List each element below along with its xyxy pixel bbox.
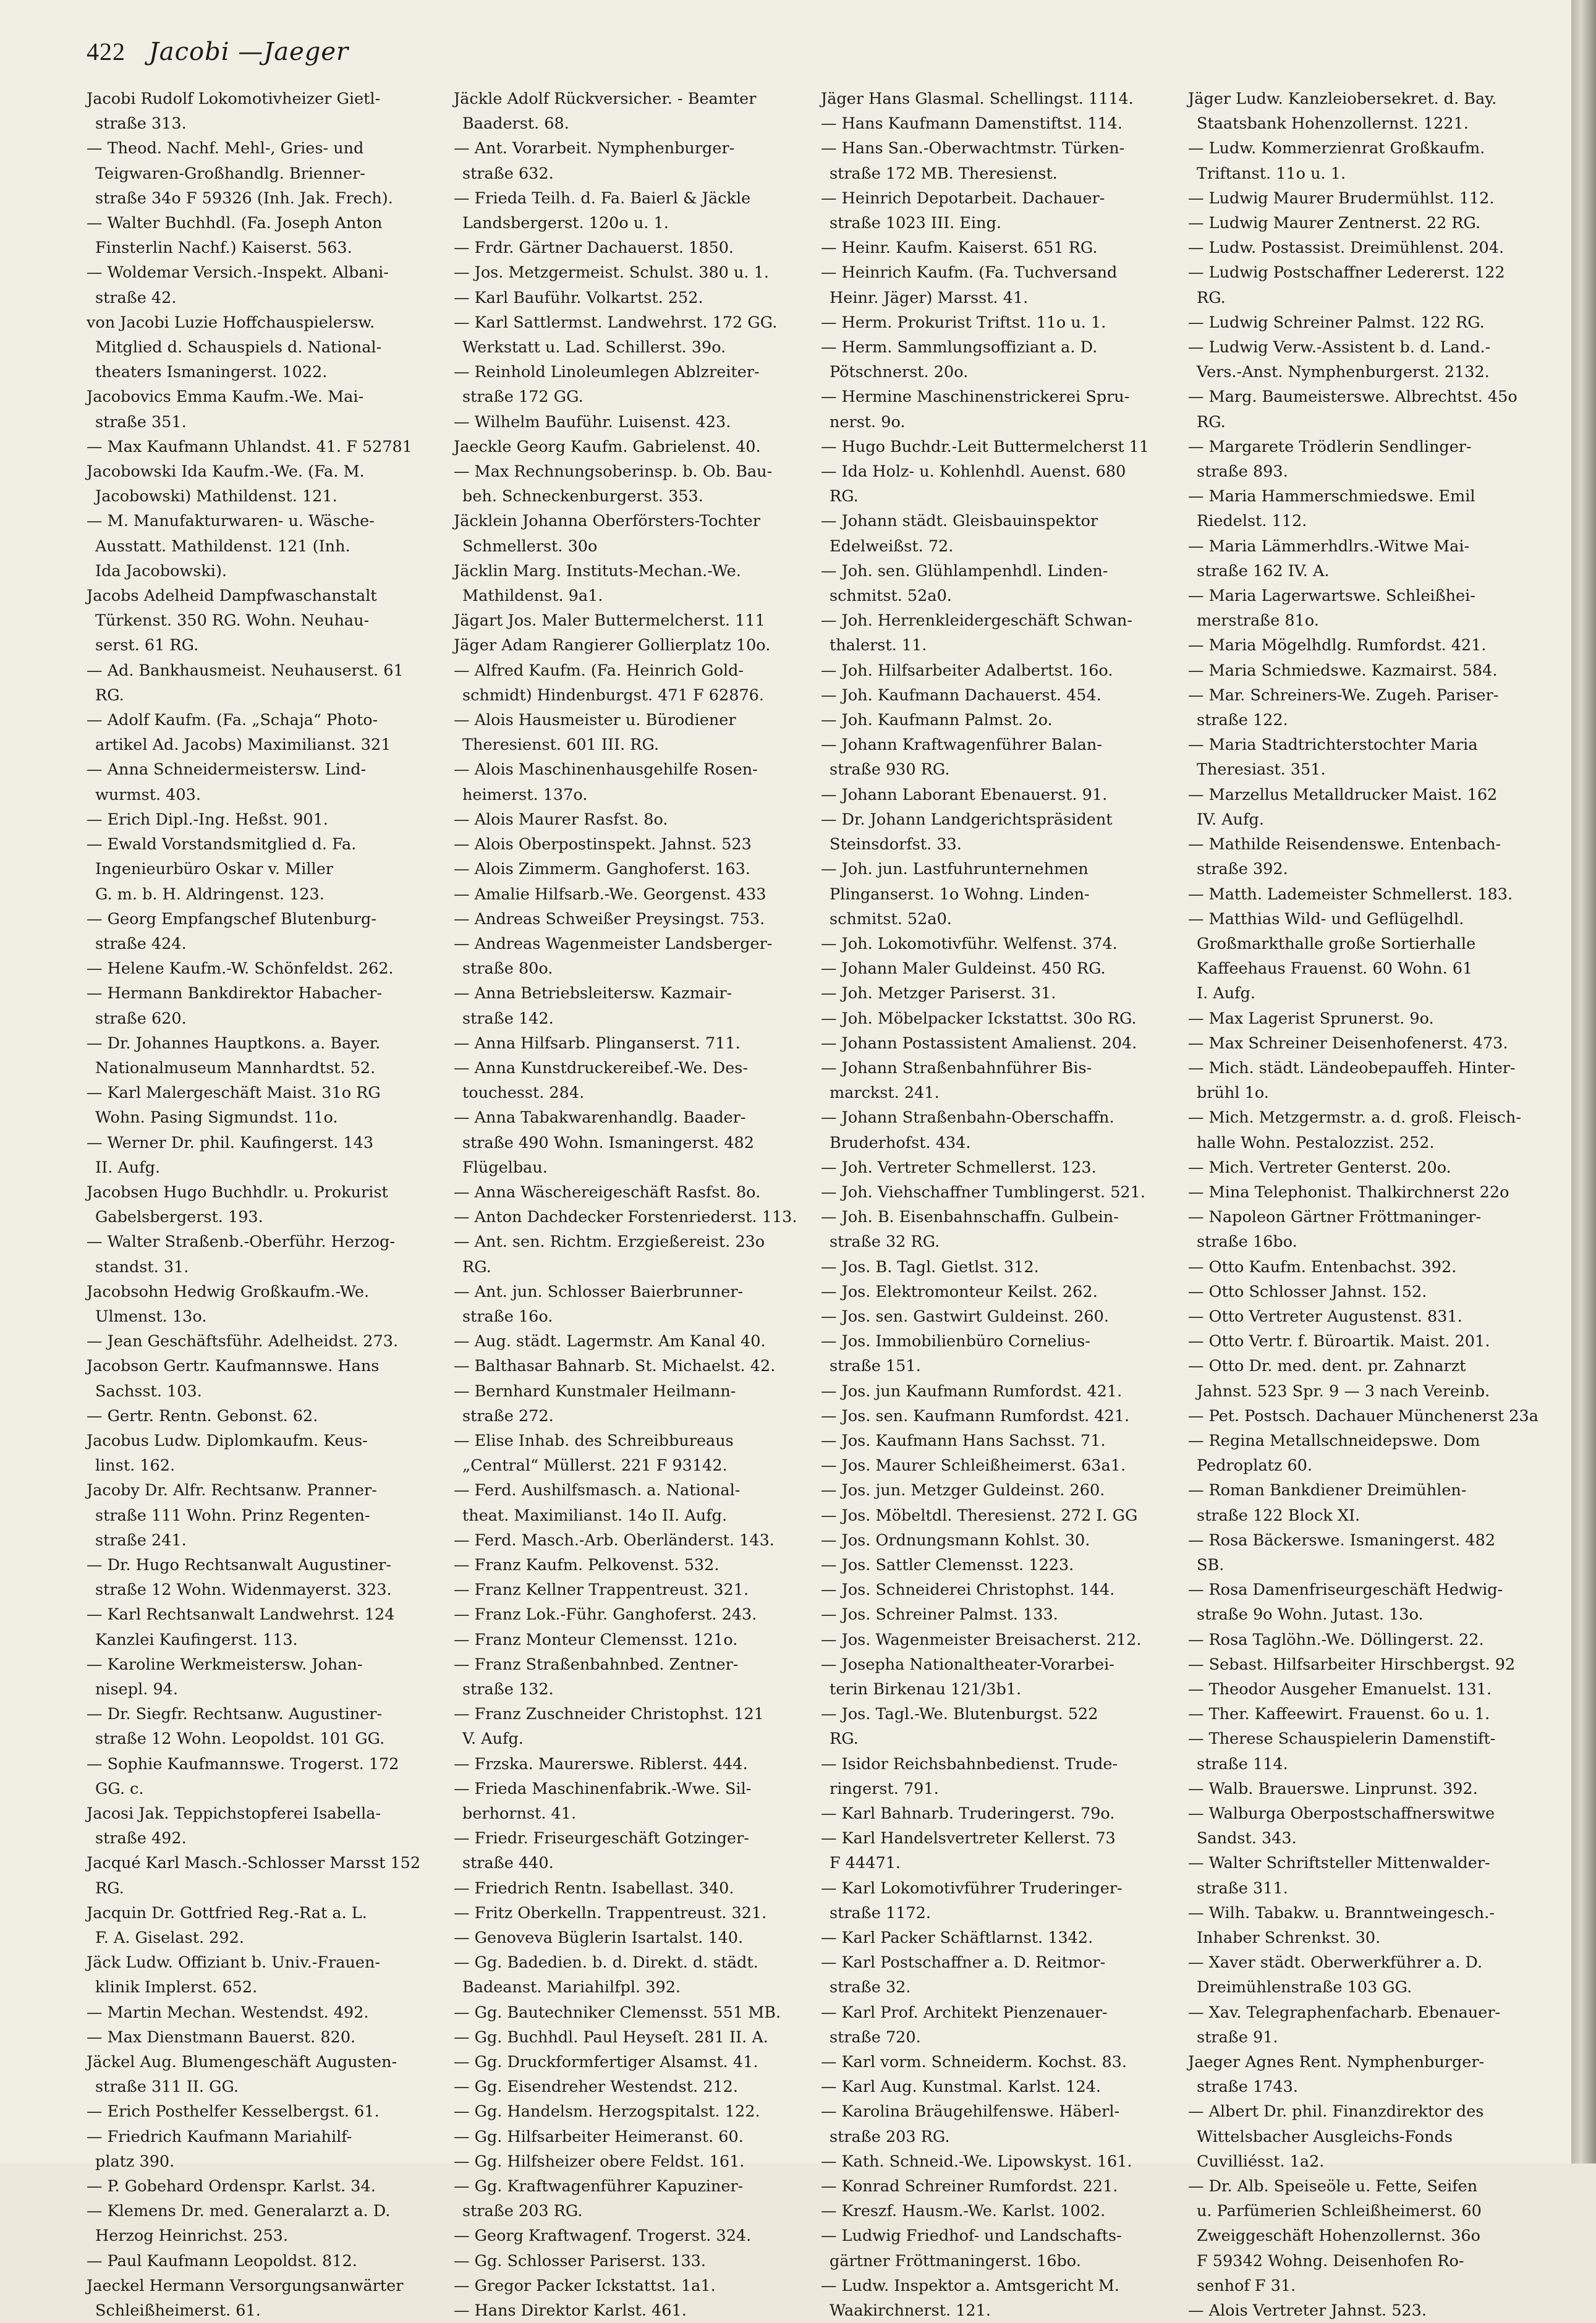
directory-entry: — Maria Hammerschmiedswe. Emil Riedelst. 112. (1188, 487, 1475, 531)
directory-entry: — Heinrich Depotarbeit. Dachauer- straße 1023 III. Eing. (821, 189, 1105, 233)
directory-entry: — Jos. Metzgermeist. Schulst. 380 u. 1. (454, 263, 769, 282)
directory-entry: — Franz Zuschneider Christophst. 121 V. Aufg. (454, 1705, 764, 1749)
directory-entry: — Joh. Kaufmann Dachauerst. 454. (821, 686, 1101, 705)
page-number: 422 (87, 38, 125, 66)
directory-entry: — Jean Geschäftsführ. Adelheidst. 273. (87, 1332, 399, 1351)
directory-entry: — Ludwig Schreiner Palmst. 122 RG. (1188, 313, 1485, 332)
directory-entry: Jacquin Dr. Gottfried Reg.-Rat a. L. F. A. Giselast. 292. (87, 1903, 367, 1948)
directory-entry: — Max Dienstmann Bauerst. 820. (87, 2028, 356, 2047)
directory-entry: — Anton Dachdecker Forstenriederst. 113. (454, 1208, 797, 1227)
directory-entry: — Jos. B. Tagl. Gietlst. 312. (821, 1257, 1039, 1276)
column-3 (821, 87, 1177, 2323)
directory-entry: — Maria Lämmerhdlrs.-Witwe Mai- straße 162 IV. A. (1188, 537, 1470, 580)
directory-entry: — Joh. Herrenkleidergeschäft Schwan- thalerst. 11. (821, 611, 1132, 655)
directory-entry: — Otto Kaufm. Entenbachst. 392. (1188, 1257, 1457, 1276)
directory-entry: — Johann Maler Guldeinst. 450 RG. (821, 959, 1106, 979)
column-1 (87, 87, 443, 2323)
directory-entry: Jacqué Karl Masch.-Schlosser Marsst 152 RG. (87, 1854, 421, 1898)
directory-entry: — Wilh. Tabakw. u. Branntweingesch.- Inhaber Schrenkst. 30. (1188, 1903, 1495, 1948)
directory-entry: — Ida Holz- u. Kohlenhdl. Auenst. 680 RG. (821, 462, 1126, 506)
directory-entry: — M. Manufakturwaren- u. Wäsche- Ausstatt. Mathildenst. 121 (Inh. Ida Jacobowski). (87, 512, 375, 580)
directory-entry: — Theod. Nachf. Mehl-, Gries- und Teigwaren-Großhandlg. Brienner- straße 34o F 59326 (Inh. Jak. Frech). (87, 139, 393, 208)
directory-entry: — Jos. Möbeltdl. Theresienst. 272 I. GG (821, 1506, 1138, 1525)
directory-entry: — Anna Tabakwarenhandlg. Baader- straße 490 Wohn. Ismaningerst. 482 Flügelbau. (454, 1108, 754, 1177)
directory-entry: — Jos. sen. Kaufmann Rumfordst. 421. (821, 1406, 1130, 1425)
directory-entry: — Jos. Ordnungsmann Kohlst. 30. (821, 1531, 1090, 1550)
column-4 (1188, 87, 1544, 2323)
directory-entry: — Friedrich Kaufmann Mariahilf- platz 390. (87, 2127, 352, 2171)
directory-entry: — Kreszf. Hausm.-We. Karlst. 1002. (821, 2202, 1106, 2221)
directory-entry: — Matthias Wild- und Geflügelhdl. Großmarkthalle große Sortierhalle Kaffeehaus Frauenst. 60 Wohn. 61 I. Aufg. (1188, 909, 1476, 1003)
directory-entry: — Franz Monteur Clemensst. 121o. (454, 1630, 738, 1649)
directory-entry: — Aug. städt. Lagermstr. Am Kanal 40. (454, 1332, 766, 1351)
directory-entry: — Kath. Schneid.-We. Lipowskyst. 161. (821, 2152, 1132, 2171)
directory-entry: — Erich Posthelfer Kesselbergst. 61. (87, 2102, 380, 2121)
directory-entry: — Alfred Kaufm. (Fa. Heinrich Gold- schmidt) Hindenburgst. 471 F 62876. (454, 661, 765, 705)
directory-entry: — Karl Bahnarb. Truderingerst. 79o. (821, 1804, 1115, 1824)
directory-entry: — Albert Dr. phil. Finanzdirektor des Wittelsbacher Ausgleichs-Fonds Cuvilliésst. 1a2. (1188, 2102, 1484, 2171)
directory-entry: — Xav. Telegraphenfacharb. Ebenauer- straße 91. (1188, 2003, 1501, 2047)
directory-entry: — Jos. Kaufmann Hans Sachsst. 71. (821, 1431, 1106, 1450)
directory-entry: — Ant. jun. Schlosser Baierbrunner- straße 16o. (454, 1282, 744, 1326)
directory-entry: — Friedr. Friseurgeschäft Gotzinger- straße 440. (454, 1829, 749, 1873)
directory-entry: Jacobowski Ida Kaufm.-We. (Fa. M. Jacobowski) Mathildenst. 121. (87, 462, 365, 506)
directory-entry: — Frdr. Gärtner Dachauerst. 1850. (454, 239, 734, 258)
directory-entry: — Hermann Bankdirektor Habacher- straße 620. (87, 984, 382, 1028)
directory-entry: — Sebast. Hilfsarbeiter Hirschbergst. 92 (1188, 1655, 1516, 1674)
directory-entry: — Anna Kunstdruckereibef.-We. Des- touchesst. 284. (454, 1058, 748, 1103)
directory-entry: — Klemens Dr. med. Generalarzt a. D. Herzog Heinrichst. 253. (87, 2202, 391, 2246)
directory-entry: — Maria Stadtrichterstochter Maria Theresiast. 351. (1188, 736, 1478, 779)
directory-entry: — Jos. jun Kaufmann Rumfordst. 421. (821, 1382, 1123, 1401)
directory-entry: — Alois Oberpostinspekt. Jahnst. 523 (454, 835, 752, 854)
directory-entry: — Gg. Bautechniker Clemensst. 551 MB. (454, 2003, 781, 2022)
directory-entry: — Gg. Hilfsheizer obere Feldst. 161. (454, 2152, 745, 2171)
directory-entry: — Konrad Schreiner Rumfordst. 221. (821, 2177, 1118, 2196)
directory-entry: — Ferd. Masch.-Arb. Oberländerst. 143. (454, 1531, 775, 1550)
directory-entry: — Max Lagerist Sprunerst. 9o. (1188, 1009, 1434, 1028)
directory-entry: — Ad. Bankhausmeist. Neuhauserst. 61 RG. (87, 661, 404, 705)
directory-entry: — Karl Prof. Architekt Pienzenauer- straße 720. (821, 2003, 1108, 2047)
directory-entry: — Mar. Schreiners-We. Zugeh. Pariser- straße 122. (1188, 686, 1499, 730)
directory-entry: — Ludw. Inspektor a. Amtsgericht M. Waakirchnerst. 121. (821, 2276, 1120, 2321)
directory-entry: — Gertr. Rentn. Gebonst. 62. (87, 1406, 318, 1425)
directory-entry: — Friedrich Rentn. Isabellast. 340. (454, 1879, 734, 1898)
directory-entry: — Ludwig Postschaffner Ledererst. 122 RG. (1188, 263, 1505, 307)
directory-entry: — Gregor Packer Ickstattst. 1a1. (454, 2276, 716, 2295)
directory-entry: — Mina Telephonist. Thalkirchnerst 22o (1188, 1183, 1509, 1202)
directory-entry: Jacobi Rudolf Lokomotivheizer Gietl- straße 313. (87, 90, 381, 134)
directory-entry: — Amalie Hilfsarb.-We. Georgenst. 433 (454, 885, 766, 904)
directory-entry: — Xaver städt. Oberwerkführer a. D. Dreimühlenstraße 103 GG. (1188, 1953, 1483, 1997)
directory-entry: — Herm. Sammlungsoffiziant a. D. Pötschnerst. 20o. (821, 338, 1098, 382)
directory-entry: Jaeger Agnes Rent. Nymphenburger- straße 1743. (1188, 2053, 1485, 2097)
directory-entry: — Theodor Ausgeher Emanuelst. 131. (1188, 1680, 1492, 1699)
directory-entry: — Jos. Sattler Clemensst. 1223. (821, 1555, 1074, 1574)
directory-entry: — Joh. B. Eisenbahnschaffn. Gulbein- straße 32 RG. (821, 1208, 1119, 1252)
directory-entry: — Ant. Vorarbeit. Nymphenburger- straße 632. (454, 139, 735, 183)
directory-entry: — Frieda Maschinenfabrik.-Wwe. Sil- berhornst. 41. (454, 1779, 752, 1824)
directory-entry: Jaeckle Georg Kaufm. Gabrielenst. 40. (454, 437, 761, 456)
directory-entry: — Gg. Kraftwagenführer Kapuziner- straße 203 RG. (454, 2177, 744, 2221)
directory-entry: — Karolina Bräugehilfenswe. Häberl- straße 203 RG. (821, 2102, 1120, 2146)
directory-entry: — Walburga Oberpostschaffnerswitwe Sandst. 343. (1188, 1804, 1495, 1848)
directory-entry: — Johann städt. Gleisbauinspektor Edelweißst. 72. (821, 512, 1098, 556)
directory-entry: — Anna Schneidermeistersw. Lind- wurmst. 403. (87, 760, 367, 804)
directory-entry: — Josepha Nationaltheater-Vorarbei- terin Birkenau 121/3b1. (821, 1655, 1114, 1699)
directory-entry: Jacobsohn Hedwig Großkaufm.-We. Ulmenst. 13o. (87, 1282, 370, 1326)
page-header (87, 37, 349, 66)
directory-entry: — Karl Sattlermst. Landwehrst. 172 GG. Werkstatt u. Lad. Schillerst. 39o. (454, 313, 778, 357)
directory-entry: — Gg. Schlosser Pariserst. 133. (454, 2251, 706, 2270)
directory-entry: — Andreas Wagenmeister Landsberger- straße 80o. (454, 934, 773, 979)
book-gutter-edge (1571, 0, 1596, 2164)
directory-entry: — Ant. sen. Richtm. Erzgießereist. 23o RG. (454, 1233, 765, 1276)
directory-entry: Jacosi Jak. Teppichstopferei Isabella- straße 492. (87, 1804, 381, 1848)
directory-entry: — Regina Metallschneidерswe. Dom Pedroplatz 60. (1188, 1431, 1480, 1476)
directory-entry: — Hans San.-Oberwachtmstr. Türken- straße 172 MB. Theresienst. (821, 139, 1125, 183)
directory-entry: Jäckle Adolf Rückversicher. - Beamter Baaderst. 68. (454, 90, 757, 134)
directory-entry: — Mich. Metzgermstr. a. d. groß. Fleisch- halle Wohn. Pestalozzist. 252. (1188, 1108, 1521, 1152)
directory-entry: — Karoline Werkmeistersw. Johan- nisepl. 94. (87, 1655, 363, 1699)
directory-entry: — Joh. sen. Glühlampenhdl. Linden- schmitst. 52a0. (821, 561, 1108, 606)
directory-entry: — Heinrich Kaufm. (Fa. Tuchversand Heinr. Jäger) Marsst. 41. (821, 263, 1118, 307)
directory-entry: — Alois Maschinenhausgehilfe Rosen- heimerst. 137o. (454, 760, 758, 804)
directory-entry: — Joh. Möbelpacker Ickstattst. 30o RG. (821, 1009, 1137, 1028)
directory-entry: — Walter Schriftsteller Mittenwalder- straße 311. (1188, 1854, 1490, 1898)
directory-entry: Jägart Jos. Maler Buttermelcherst. 111 (454, 611, 765, 631)
directory-entry: — Therese Schauspielerin Damenstift- straße 114. (1188, 1730, 1496, 1773)
directory-entry: — Franz Kaufm. Pelkovenst. 532. (454, 1555, 719, 1574)
directory-entry: Jäcklin Marg. Instituts-Mechan.-We. Mathildenst. 9a1. (454, 561, 741, 606)
directory-entry: — Gg. Badedien. b. d. Direkt. d. städt. Badeanst. Mariahilfpl. 392. (454, 1953, 758, 1997)
directory-entry: — Johann Straßenbahnführer Bis- marckst. 241. (821, 1058, 1092, 1103)
directory-entry: — Jos. Elektromonteur Keilst. 262. (821, 1282, 1098, 1301)
directory-entry: — Matth. Lademeister Schmellerst. 183. (1188, 885, 1513, 904)
directory-entry: — Georg Kraftwagenf. Trogerst. 324. (454, 2227, 752, 2246)
directory-entry: — Reinhold Linoleumlegen Ablzreiter- straße 172 GG. (454, 363, 760, 407)
directory-entry: — Ewald Vorstandsmitglied d. Fa. Ingenieurbüro Oskar v. Miller G. m. b. H. Aldringenst. 123. (87, 835, 357, 904)
directory-entry: Jacobovics Emma Kaufm.-We. Mai- straße 351. (87, 388, 364, 431)
directory-entry: — Anna Hilfsarb. Plinganserst. 711. (454, 1034, 741, 1053)
directory-entry: — Ludwig Verw.-Assistent b. d. Land.- Vers.-Anst. Nymphenburgerst. 2132. (1188, 338, 1491, 382)
directory-entry: — Johann Postassistent Amalienst. 204. (821, 1034, 1137, 1053)
directory-entry: Jäger Hans Glasmal. Schellingst. 1114. (821, 90, 1134, 108)
directory-entry: — Alois Hausmeister u. Bürodiener Theresienst. 601 III. RG. (454, 711, 736, 755)
directory-entry: — Werner Dr. phil. Kaufingerst. 143 II. Aufg. (87, 1133, 374, 1177)
directory-entry: — Napoleon Gärtner Fröttmaninger- straße 16bo. (1188, 1208, 1482, 1252)
directory-entry: — Hans Direktor Karlst. 461. (454, 2301, 687, 2321)
directory-entry: Jäckel Aug. Blumengeschäft Augusten- straße 311 II. GG. (87, 2053, 397, 2097)
directory-entry: — Otto Vertr. f. Büroartik. Maist. 201. (1188, 1332, 1490, 1351)
directory-entry: — Joh. Lokomotivführ. Welfenst. 374. (821, 934, 1118, 953)
directory-entry: — Johann Kraftwagenführer Balan- straße 930 RG. (821, 736, 1102, 779)
directory-entry: — Maria Schmiedswe. Kazmairst. 584. (1188, 661, 1498, 680)
directory-entry: — Joh. Kaufmann Palmst. 2o. (821, 711, 1053, 730)
directory-entry: — Ludwig Maurer Zentnerst. 22 RG. (1188, 214, 1481, 233)
directory-entry: — Alois Maurer Rasfst. 8o. (454, 810, 668, 829)
directory-entry: — Joh. jun. Lastfuhrunternehmen Plinganserst. 1o Wohng. Linden- schmitst. 52a0. (821, 860, 1090, 928)
directory-entry: — Karl Postschaffner a. D. Reitmor- straße 32. (821, 1953, 1106, 1997)
directory-entry: — Karl Bauführ. Volkartst. 252. (454, 288, 703, 307)
directory-entry: — Ther. Kaffeewirt. Frauenst. 6o u. 1. (1188, 1705, 1490, 1724)
directory-entry: — Johann Straßenbahn-Oberschaffn. Bruderhofst. 434. (821, 1108, 1114, 1152)
running-head: Jacobi —Jaeger (148, 38, 349, 66)
directory-entry: — Pet. Postsch. Dachauer Münchenerst 23a (1188, 1406, 1539, 1425)
directory-entry: — Karl Handelsvertreter Kellerst. 73 F 44471. (821, 1829, 1116, 1873)
directory-entry: — Johann Laborant Ebenauerst. 91. (821, 785, 1108, 804)
directory-entry: — Ludwig Maurer Brudermühlst. 112. (1188, 189, 1495, 208)
directory-entry: — Woldemar Versich.-Inspekt. Albani- straße 42. (87, 263, 389, 307)
directory-entry: — Jos. Maurer Schleißheimerst. 63a1. (821, 1456, 1126, 1476)
directory-entry: — Joh. Vertreter Schmellerst. 123. (821, 1158, 1097, 1177)
directory-entry: — Walter Straßenb.-Oberführ. Herzog- standst. 31. (87, 1233, 395, 1276)
directory-entry: — Ludw. Kommerzienrat Großkaufm. Triftanst. 11o u. 1. (1188, 139, 1485, 183)
directory-entry: Jacobs Adelheid Dampfwaschanstalt Türkenst. 350 RG. Wohn. Neuhau- serst. 61 RG. (87, 587, 377, 655)
directory-entry: — Maria Mögelhdlg. Rumfordst. 421. (1188, 636, 1487, 655)
directory-entry: — Fritz Oberkelln. Trappentreust. 321. (454, 1903, 767, 1922)
directory-entry: — Genoveva Büglerin Isartalst. 140. (454, 1929, 744, 1948)
directory-entry: — Franz Lok.-Führ. Ganghoferst. 243. (454, 1605, 757, 1624)
directory-entry: — Marzellus Metalldrucker Maist. 162 IV. Aufg. (1188, 785, 1498, 829)
directory-entry: — Mich. städt. Ländeobераuffeh. Hinter- brühl 1o. (1188, 1058, 1516, 1103)
directory-entry: — Jos. jun. Metzger Guldeinst. 260. (821, 1481, 1105, 1500)
directory-entry: — Walter Buchhdl. (Fa. Joseph Anton Finsterlin Nachf.) Kaiserst. 563. (87, 214, 383, 258)
directory-entry: — Ferd. Aushilfsmasch. a. National- theat. Maximilianst. 14o II. Aufg. (454, 1481, 741, 1525)
directory-entry: — Sophie Kaufmannswe. Trogerst. 172 GG. c. (87, 1754, 399, 1798)
directory-entry: — Rosa Bäckerswe. Ismaningerst. 482 SB. (1188, 1531, 1496, 1574)
directory-entry: Jacobsen Hugo Buchhdlr. u. Prokurist Gabelsbergerst. 193. (87, 1183, 388, 1227)
directory-entry: Jäger Adam Rangierer Gollierplatz 10o. (454, 636, 771, 655)
directory-entry: — Max Schreiner Deisenhofenerst. 473. (1188, 1034, 1508, 1053)
directory-entry: — Jos. Immobilienbüro Cornelius- straße 151. (821, 1332, 1090, 1376)
directory-entry: — Heinr. Kaufm. Kaiserst. 651 RG. (821, 239, 1098, 258)
directory-entry: — Joh. Viehschaffner Tumblingerst. 521. (821, 1183, 1145, 1202)
directory-entry: — Marg. Baumeisterswe. Albrechtst. 45o RG. (1188, 388, 1517, 431)
directory-entry: von Jacobi Luzie Hoffchauspielersw. Mitglied d. Schauspiels d. National- theaters Ismaningerst. 1022. (87, 313, 382, 382)
directory-entry: — Max Kaufmann Uhlandst. 41. F 52781 (87, 437, 412, 456)
directory-entry: — Otto Dr. med. dent. pr. Zahnarzt Jahnst. 523 Spr. 9 — 3 nach Vereinb. (1188, 1357, 1490, 1401)
directory-entry: — Karl Rechtsanwalt Landwehrst. 124 Kanzlei Kaufingerst. 113. (87, 1605, 395, 1649)
directory-entry: — Erich Dipl.-Ing. Heßst. 901. (87, 810, 328, 829)
directory-entry: — Jos. sen. Gastwirt Guldeinst. 260. (821, 1307, 1109, 1326)
directory-entry: — Ludw. Postassist. Dreimühlenst. 204. (1188, 239, 1505, 258)
directory-entry: — Jos. Wagenmeister Breisacherst. 212. (821, 1630, 1142, 1649)
directory-entry: — Otto Vertreter Augustenst. 831. (1188, 1307, 1462, 1326)
directory-entry: — Karl Lokomotivführer Truderinger- straße 1172. (821, 1879, 1123, 1922)
directory-entry: — Anna Wäschereigeschäft Rasfst. 8o. (454, 1183, 761, 1202)
directory-entry: Jacobus Ludw. Diplomkaufm. Keus- linst. 162. (87, 1431, 368, 1476)
directory-entry: — Dr. Johannes Hauptkons. a. Bayer. Nationalmuseum Mannhardtst. 52. (87, 1034, 381, 1077)
directory-entry: — Elise Inhab. des Schreibbureaus „Central“ Müllerst. 221 F 93142. (454, 1431, 734, 1476)
directory-entry: — Helene Kaufm.-W. Schönfeldst. 262. (87, 959, 394, 979)
directory-entry: — Georg Empfangschef Blutenburg- straße 424. (87, 909, 376, 953)
directory-entry: — Hans Kaufmann Damenstiftst. 114. (821, 114, 1123, 134)
directory-entry: — Andreas Schweißer Preysingst. 753. (454, 909, 765, 928)
directory-entry: — Adolf Kaufm. (Fa. „Schaja“ Photo- artikel Ad. Jacobs) Maximilianst. 321 (87, 711, 391, 755)
directory-entry: — Otto Schlosser Jahnst. 152. (1188, 1282, 1427, 1301)
directory-entry: — Mich. Vertreter Genterst. 20o. (1188, 1158, 1451, 1177)
directory-entry: — Karl Packer Schäftlarnst. 1342. (821, 1929, 1093, 1948)
column-2 (454, 87, 810, 2323)
directory-entry: — Walb. Brauerswe. Linprunst. 392. (1188, 1779, 1478, 1798)
directory-entry: — Rosa Taglöhn.-We. Döllingerst. 22. (1188, 1630, 1484, 1649)
directory-entry: — Joh. Hilfsarbeiter Adalbertst. 16o. (821, 661, 1113, 680)
directory-entry: — Karl Malergeschäft Maist. 31o RG Wohn. Pasing Sigmundst. 11o. (87, 1084, 381, 1128)
directory-entry: — Max Rechnungsoberinsp. b. Ob. Bau- beh. Schneckenburgerst. 353. (454, 462, 773, 506)
directory-entry: — Hugo Buchdr.-Leit Buttermelcherst 11 (821, 437, 1150, 456)
directory-entry: — Margarete Trödlerin Sendlinger- straße 893. (1188, 437, 1472, 482)
directory-entry: — Isidor Reichsbahnbedienst. Trude- ringerst. 791. (821, 1754, 1118, 1798)
directory-entry: — Wilhelm Bauführ. Luisenst. 423. (454, 412, 731, 431)
directory-entry: — Alois Zimmerm. Ganghoferst. 163. (454, 860, 750, 879)
directory-entry: — Bernhard Kunstmaler Heilmann- straße 272. (454, 1382, 736, 1425)
directory-entry: — Gg. Buchhdl. Paul Heyseſt. 281 II. A. (454, 2028, 768, 2047)
directory-entry: — Dr. Alb. Speiseöle u. Fette, Seifen u. Parfümerien Schleißheimerst. 60 Zweiggeschäft Hohenzollernst. 36o F 59342 Wohng. Deisenhofen Ro- senhof F 31. (1188, 2177, 1482, 2295)
directory-entry: Jäger Ludw. Kanzleiobersekret. d. Bay. Staatsbank Hohenzollernst. 1221. (1188, 90, 1497, 134)
directory-entry: — Dr. Hugo Rechtsanwalt Augustiner- straße 12 Wohn. Widenmayerst. 323. (87, 1555, 392, 1600)
directory-entry: — Franz Kellner Trappentreust. 321. (454, 1581, 749, 1600)
directory-entry: — Maria Lagerwartswe. Schleißhei- merstraße 81o. (1188, 587, 1475, 631)
directory-entry: — Paul Kaufmann Leopoldst. 812. (87, 2251, 357, 2270)
directory-entry: — Ludwig Friedhof- und Landschafts- gärtner Fröttmaningerst. 16bo. (821, 2227, 1122, 2270)
directory-entry: — Hermine Maschinenstrickerei Spru- nerst. 9o. (821, 388, 1130, 431)
directory-entry: — P. Gobehard Ordenspr. Karlst. 34. (87, 2177, 376, 2196)
directory-entry: — Gg. Hilfsarbeiter Heimeranst. 60. (454, 2127, 744, 2146)
directory-entry: — Jos. Tagl.-We. Blutenburgst. 522 RG. (821, 1705, 1098, 1749)
directory-entry: Jäck Ludw. Offiziant b. Univ.-Frauen- klinik Implerst. 652. (87, 1953, 381, 1997)
directory-entry: — Alois Vertreter Jahnst. 523. (1188, 2301, 1427, 2321)
directory-entry: — Jos. Schneiderei Christophst. 144. (821, 1581, 1115, 1600)
columns (87, 87, 1545, 2323)
directory-entry: — Frzska. Maurerswe. Riblerst. 444. (454, 1754, 748, 1773)
directory-entry: — Rosa Damenfriseurgeschäft Hedwig- straße 9o Wohn. Jutast. 13o. (1188, 1581, 1503, 1624)
directory-entry: — Anna Betriebsleitersw. Kazmair- straße 142. (454, 984, 732, 1028)
directory-entry: — Frieda Teilh. d. Fa. Baierl & Jäckle Landsbergerst. 120o u. 1. (454, 189, 751, 233)
directory-entry: Jäcklein Johanna Oberförsters-Tochter Schmellerst. 30o (454, 512, 760, 556)
directory-entry: — Balthasar Bahnarb. St. Michaelst. 42. (454, 1357, 776, 1376)
directory-entry: Jaeckel Hermann Versorgungsanwärter Schleißheimerst. 61. (87, 2276, 404, 2321)
directory-entry: Jacobson Gertr. Kaufmannswe. Hans Sachsst. 103. (87, 1357, 380, 1401)
directory-entry: — Gg. Eisendreher Westendst. 212. (454, 2078, 739, 2097)
directory-entry: — Martin Mechan. Westendst. 492. (87, 2003, 369, 2022)
directory-entry: — Gg. Handelsm. Herzogspitalst. 122. (454, 2102, 760, 2121)
directory-entry: — Franz Straßenbahnbed. Zentner- straße 132. (454, 1655, 739, 1699)
directory-entry: Jacoby Dr. Alfr. Rechtsanw. Pranner- straße 111 Wohn. Prinz Regenten- straße 241. (87, 1481, 377, 1550)
directory-entry: — Karl vorm. Schneiderm. Kochst. 83. (821, 2053, 1127, 2072)
directory-entry: — Gg. Druckformfertiger Alsamst. 41. (454, 2053, 758, 2072)
directory-entry: — Roman Bankdiener Dreimühlen- straße 122 Block XI. (1188, 1481, 1467, 1525)
directory-entry: — Dr. Siegfr. Rechtsanw. Augustiner- straße 12 Wohn. Leopoldst. 101 GG. (87, 1705, 385, 1749)
directory-entry: — Herm. Prokurist Triftst. 11o u. 1. (821, 313, 1106, 332)
directory-entry: — Dr. Johann Landgerichtspräsident Steinsdorfst. 33. (821, 810, 1113, 854)
directory-entry: — Jos. Schreiner Palmst. 133. (821, 1605, 1058, 1624)
directory-entry: — Mathilde Reisendenswe. Entenbach- straße 392. (1188, 835, 1501, 879)
directory-entry: — Karl Aug. Kunstmal. Karlst. 124. (821, 2078, 1101, 2097)
directory-entry: — Joh. Metzger Pariserst. 31. (821, 984, 1056, 1003)
